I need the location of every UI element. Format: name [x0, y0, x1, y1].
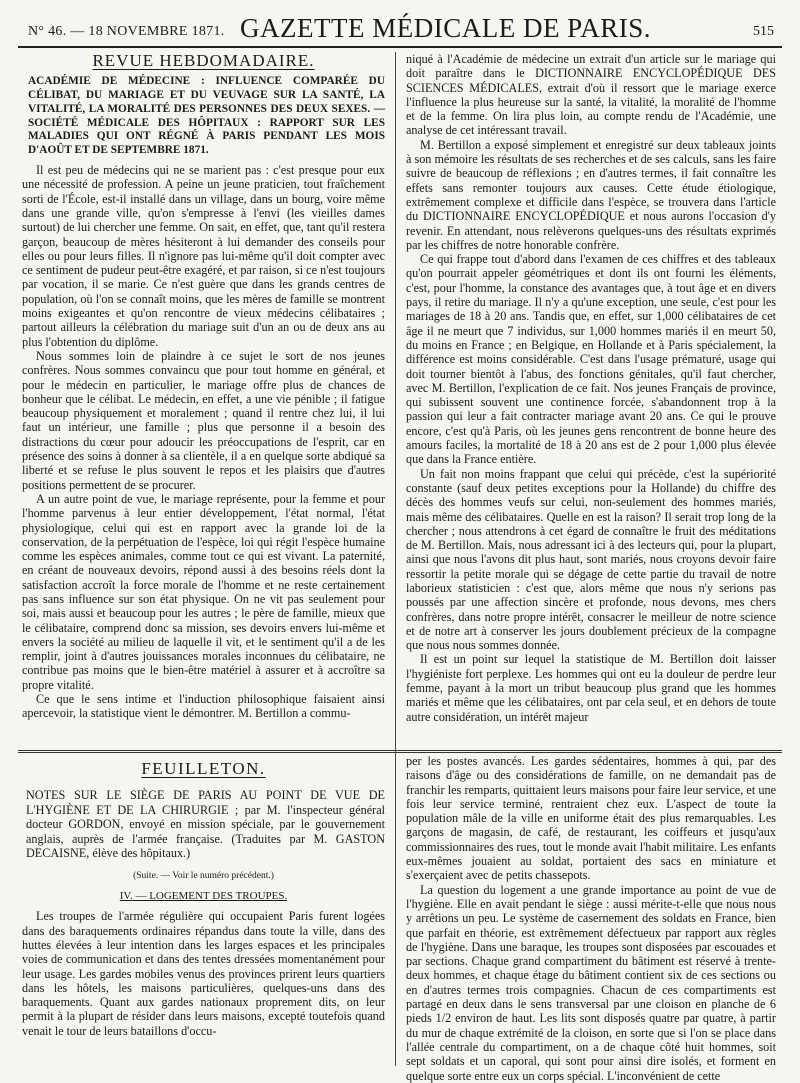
feuilleton-paragraph: per les postes avancés. Les gardes sédentaires, hommes à qui, par des raisons d'âge ou des considérations de famille, on ne demandait pas de franchir les remparts, quittaient leurs maisons pour faire leur service, et une fois leur service terminé, rentraient chez eux. L'aspect de toute la population mâle de la ville en uniforme était des plus remarquables. Les garçons de magasin, de café, de restaurant, les coiffeurs et jusqu'aux commissionnaires des rues, tout le monde avait l'habit militaire. Les enfants eux-mêmes jouaient au soldat, portaient des sacs en miniature et s'exerçaient avec de petits chassepots. — [406, 754, 776, 883]
feuilleton-intro: NOTES SUR LE SIÈGE DE PARIS AU POINT DE VUE DE L'HYGIÈNE ET DE LA CHIRURGIE ; par M. l'inspecteur général docteur GORDON, envoyé en mission spéciale, par le gouvernement anglais, auprès de l'armée française. (Traduites par M. GASTON DECAISNE, élève des hôpitaux.) — [26, 788, 385, 861]
feuilleton-column-right — [406, 754, 776, 1083]
revue-paragraph: Un fait non moins frappant que celui qui précède, c'est la supériorité constante (sauf deux petites exceptions pour la Hollande) du chiffre des décès des hommes veufs sur celui, non-seulement des hommes mariés, mais même des célibataires. Quelle en est la raison? Il serait trop long de la chercher ; nous attendrons à cet égard de connaître le fruit des méditations de M. Bertillon. Mais, nous adressant ici à des lecteurs qui, pour la plupart, ainsi que nous l'avons dit plus haut, sont mariés, nous croyons devoir faire ressortir la petite morale qui se dégage de cette partie du travail de notre laborieux statisticien : c'est que, alors même que nous n'y serions pas poussés par une affection sincère et profonde, nous devons, mes chers confrères, dans notre propre intérêt, consacrer le meilleur de notre science et de notre art à conserver les jours doublement précieux de la compagne que nous nous sommes donnée. — [406, 466, 776, 653]
newspaper-title: GAZETTE MÉDICALE DE PARIS. — [240, 13, 651, 43]
revue-paragraph: niqué à l'Académie de médecine un extrait d'un article sur le mariage qui doit paraître dans le DICTIONNAIRE ENCYCLOPÉDIQUE DES SCIENCES MÉDICALES, extrait d'où il ressort que le mariage exerce l'influence la plus heureuse sur la santé, la vitalité, la moralité de l'homme et de la femme. On lira plus loin, au compte rendu de l'Académie, une analyse de cet intéressant travail. — [406, 52, 776, 138]
continuation-note: (Suite. — Voir le numéro précédent.) — [133, 870, 274, 881]
issue-date: N° 46. — 18 NOVEMBRE 1871. — [28, 24, 225, 39]
column-divider — [395, 52, 396, 1066]
section-separator — [18, 750, 782, 753]
revue-paragraph: Il est un point sur lequel la statistique de M. Bertillon doit laisser l'hygiéniste fort perplexe. Les hommes qui ont eu la douleur de perdre leur femme, payant à la mort un tribut beaucoup plus grand que les hommes mariés et même que les célibataires, ont par cela seul, et en dehors de toute autre considération, un intérêt majeur — [406, 652, 776, 724]
revue-title: REVUE HEBDOMADAIRE. — [92, 51, 315, 70]
revue-paragraph: A un autre point de vue, le mariage représente, pour la femme et pour l'homme parvenus à leur entier développement, l'état normal, l'état physiologique, celui qui est en rapport avec la grande loi de la conservation, de la perpétuation de l'espèce, loi qui régit l'espèce humaine comme les espèces animales, comme tout ce qui est vivant. La paternité, en créant de nouveaux devoirs, répond aussi à des besoins réels dont la satisfaction accroît la force morale de l'homme et ne reste certainement pas sans influence sur son état physique. On ne vit pas seulement pour soi, mais aussi et beaucoup pour les autres ; le père de famille, mieux que le célibataire, comprend donc sa mission, ses devoirs envers lui-même et envers la société au milieu de laquelle il vit, et le sentiment qu'il a de les remplir, joint à d'autres jouissances morales inconnues du célibataire, ne contribue pas moins que le bien-être matériel à assurer et à accroître sa propre vitalité. — [22, 491, 385, 692]
feuilleton-paragraph: La question du logement a une grande importance au point de vue de l'hygiène. Elle en avait pendant le siège : aussi mérite-t-elle que nous nous y arrêtions un peu. Le système de casernement des soldats en France, bien que parfait en théorie, est extrêmement défectueux par rapport aux règles de l'hygiène. Dans une baraque, les troupes sont disposées par escouades et par sections. Chaque grand compartiment du bâtiment est réservé à trente-deux hommes, et chaque étage du bâtiment contient six de ces sections ou en d'autres termes trois compagnies. Chacun de ces compartiments est partagé en deux dans le sens transversal par une cloison en planche de 6 pieds 1/2 environ de haut. Les lits sont disposés quatre par quatre, à partir du mur de chaque extrémité de la cloison, en sorte que si l'on se place dans l'allée centrale du compartiment, on a de chaque côté huit hommes, soit sept soldats et un caporal, qui sont pour ainsi dire isolés, et forment en quelque sorte entre eux un corps spécial. L'inconvénient de cette — [406, 882, 776, 1083]
feuilleton-title: FEUILLETON. — [141, 759, 266, 778]
section-heading: IV. — LOGEMENT DES TROUPES. — [119, 890, 288, 903]
page-number: 515 — [753, 24, 774, 39]
feuilleton-paragraph: Les troupes de l'armée régulière qui occupaient Paris furent logées dans des baraquements ordinaires répandus dans toute la ville, dans des huttes élevées à leur intention dans les larges espaces et les principales voies de communication et dans des tentes dressées momentanément pour leur usage. Les gardes mobiles venus des provinces prirent leurs quartiers dans les hôtels, les maisons particulières, quelques-uns dans des baraquements. Quant aux gardes nationaux proprement dits, on leur permit à la plupart de résider dans leurs maisons, excepté toutefois quand venait le tour de leurs bataillons d'occu- — [22, 909, 385, 1038]
revue-summary: ACADÉMIE DE MÉDECINE : INFLUENCE COMPARÉE DU CÉLIBAT, DU MARIAGE ET DU VEUVAGE SUR LA SANTÉ, LA VITALITÉ, LA MORALITÉ DES PERSONNES DES DEUX SEXES. — SOCIÉTÉ MÉDICALE DES HÔPITAUX : RAPPORT SUR LES MALADIES QUI ONT RÉGNÉ À PARIS PENDANT LES MOIS D'AOÛT ET DE SEPTEMBRE 1871. — [28, 75, 385, 157]
revue-paragraph: Nous sommes loin de plaindre à ce sujet le sort de nos jeunes confrères. Nous sommes convaincu que pour tout homme en général, et pour le médecin en particulier, le mariage offre plus de chances de bonheur que le célibat. Le médecin, en effet, a une vie pénible ; il fatigue beaucoup physiquement et moralement ; quand il rentre chez lui, il lui faut un intérieur, une famille ; plus que personne il a besoin des distractions du cœur pour adoucir les préoccupations de l'esprit, car en présence des soins à donner à sa clientèle, il a en quelque sorte abdiqué sa liberté et se refuse le plus souvent le repos et les plaisirs que d'autres positions permettent de se procurer. — [22, 348, 385, 492]
revue-column-left — [22, 52, 385, 746]
revue-paragraph: M. Bertillon a exposé simplement et enregistré sur deux tableaux joints à son mémoire les résultats de ses recherches et de ses calculs, sans les faire suivre de beaucoup de réflexions ; en d'autres termes, il fait connaître les effets sans remonter toujours aux causes. Cette étude étiologique, extrêmement complexe et difficile dans l'espèce, se trouvera dans l'article du DICTIONNAIRE ENCYCLOPÉDIQUE et nous aurons l'occasion d'y revenir. En attendant, nous relèverons quelques-uns des résultats exprimés par les chiffres de notre honorable confrère. — [406, 137, 776, 252]
newspaper-page — [18, 10, 782, 1083]
revue-paragraph: Ce qui frappe tout d'abord dans l'examen de ces chiffres et des tableaux qu'on pourrait appeler géométriques et dont ils ont fourni les éléments, c'est, pour l'homme, la constance des avantages que, à tout âge et en divers pays, il retire du mariage. Il n'y a qu'une exception, une seule, c'est pour les mariages de 18 à 20 ans. Tandis que, en effet, sur 1,000 célibataires de cet âge il ne meurt que 7 individus, sur 1,000 hommes mariés il en meurt 50, du moins en France ; en Belgique, en Hollande et à Paris spécialement, la différence est moins considérable. C'est dans l'usage prématuré, usage qui doit tourner bientôt à l'abus, des fonctions génitales, qu'il faut chercher, avec M. Bertillon, l'explication de ce fait. Nos jeunes Français de province, qui subissent souvent une continence forcée, s'abandonnent trop à la passion qui leur a fait contracter mariage avant 20 ans. Ce qui le prouve encore, c'est qu'à Paris, où les jeunes gens rencontrent de bonne heure des amours faciles, la mortalité de 18 à 20 ans est de 2 pour 1,000 plus élevée que dans la France entière. — [406, 252, 776, 467]
revue-column-right — [406, 52, 776, 746]
revue-paragraph: Ce que le sens intime et l'induction philosophique faisaient ainsi apercevoir, la statistique vient le démontrer. M. Bertillon a commu- — [22, 692, 385, 721]
revue-paragraph: Il est peu de médecins qui ne se marient pas : c'est presque pour eux une nécessité de profession. A peine un jeune praticien, tout fraîchement sorti de l'École, est-il installé dans un village, dans un bourg, voire même dans une grande ville, qu'on s'empresse à l'envi (les vieilles dames surtout) de lui chercher une femme. On sait, en effet, que, tant qu'il restera garçon, beaucoup de mères hésiteront à lui demander des conseils pour elles ou pour leurs filles. Il n'ignore pas lui-même qu'il doit compter avec ce sentiment de pudeur peut-être exagéré, et par raison, si ce n'est toujours par vocation, il se marie. Ce n'est guère que dans les grands centres de population, où l'on se connaît moins, que les mères de famille se montrent moins exigeantes et qu'on rencontre de vieux médecins célibataires ; partout ailleurs la célébration du mariage suit d'un an ou de deux ans au plus l'obtention du diplôme. — [22, 163, 385, 349]
masthead — [18, 10, 782, 48]
feuilleton-column-left — [22, 760, 385, 1066]
